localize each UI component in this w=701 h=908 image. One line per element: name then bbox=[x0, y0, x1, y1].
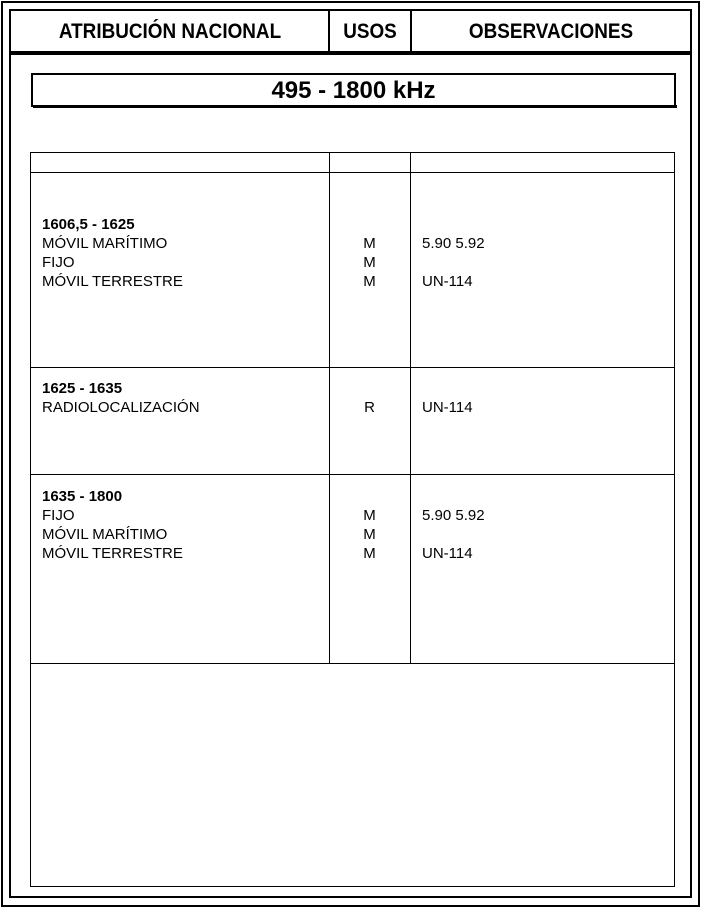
table-row-divider bbox=[30, 367, 675, 368]
usos-code: R bbox=[364, 399, 375, 416]
observation-note: UN-114 bbox=[422, 545, 473, 562]
frequency-range: 1606,5 - 1625 bbox=[42, 216, 135, 233]
service-name: FIJO bbox=[42, 507, 75, 524]
usos-code: M bbox=[363, 545, 376, 562]
header-atribucion-nacional: ATRIBUCIÓN NACIONAL bbox=[58, 20, 282, 43]
service-name: MÓVIL TERRESTRE bbox=[42, 545, 183, 562]
frequency-range: 1625 - 1635 bbox=[42, 380, 123, 397]
table-row-divider bbox=[30, 474, 675, 475]
usos-code: M bbox=[363, 507, 376, 524]
table-column-divider bbox=[410, 152, 411, 664]
observation-note: UN-114 bbox=[422, 399, 473, 416]
usos-code: M bbox=[363, 273, 376, 290]
service-name: MÓVIL TERRESTRE bbox=[42, 273, 183, 290]
header-observaciones: OBSERVACIONES bbox=[468, 20, 634, 43]
band-title: 495 - 1800 kHz bbox=[271, 77, 436, 104]
usos-code: M bbox=[363, 526, 376, 543]
table-row-divider bbox=[30, 172, 675, 173]
header-divider bbox=[328, 9, 330, 51]
service-name: MÓVIL MARÍTIMO bbox=[42, 235, 168, 252]
table-row-divider bbox=[30, 663, 675, 664]
frequency-range: 1635 - 1800 bbox=[42, 488, 123, 505]
usos-code: M bbox=[363, 254, 376, 271]
observation-note: 5.90 5.92 bbox=[422, 507, 485, 524]
service-name: FIJO bbox=[42, 254, 75, 271]
header-usos: USOS bbox=[343, 20, 397, 43]
usos-code: M bbox=[363, 235, 376, 252]
service-name: RADIOLOCALIZACIÓN bbox=[42, 399, 200, 416]
observation-note: 5.90 5.92 bbox=[422, 235, 485, 252]
header-divider bbox=[410, 9, 412, 51]
observation-note: UN-114 bbox=[422, 273, 473, 290]
header-rule bbox=[9, 51, 692, 55]
service-name: MÓVIL MARÍTIMO bbox=[42, 526, 168, 543]
